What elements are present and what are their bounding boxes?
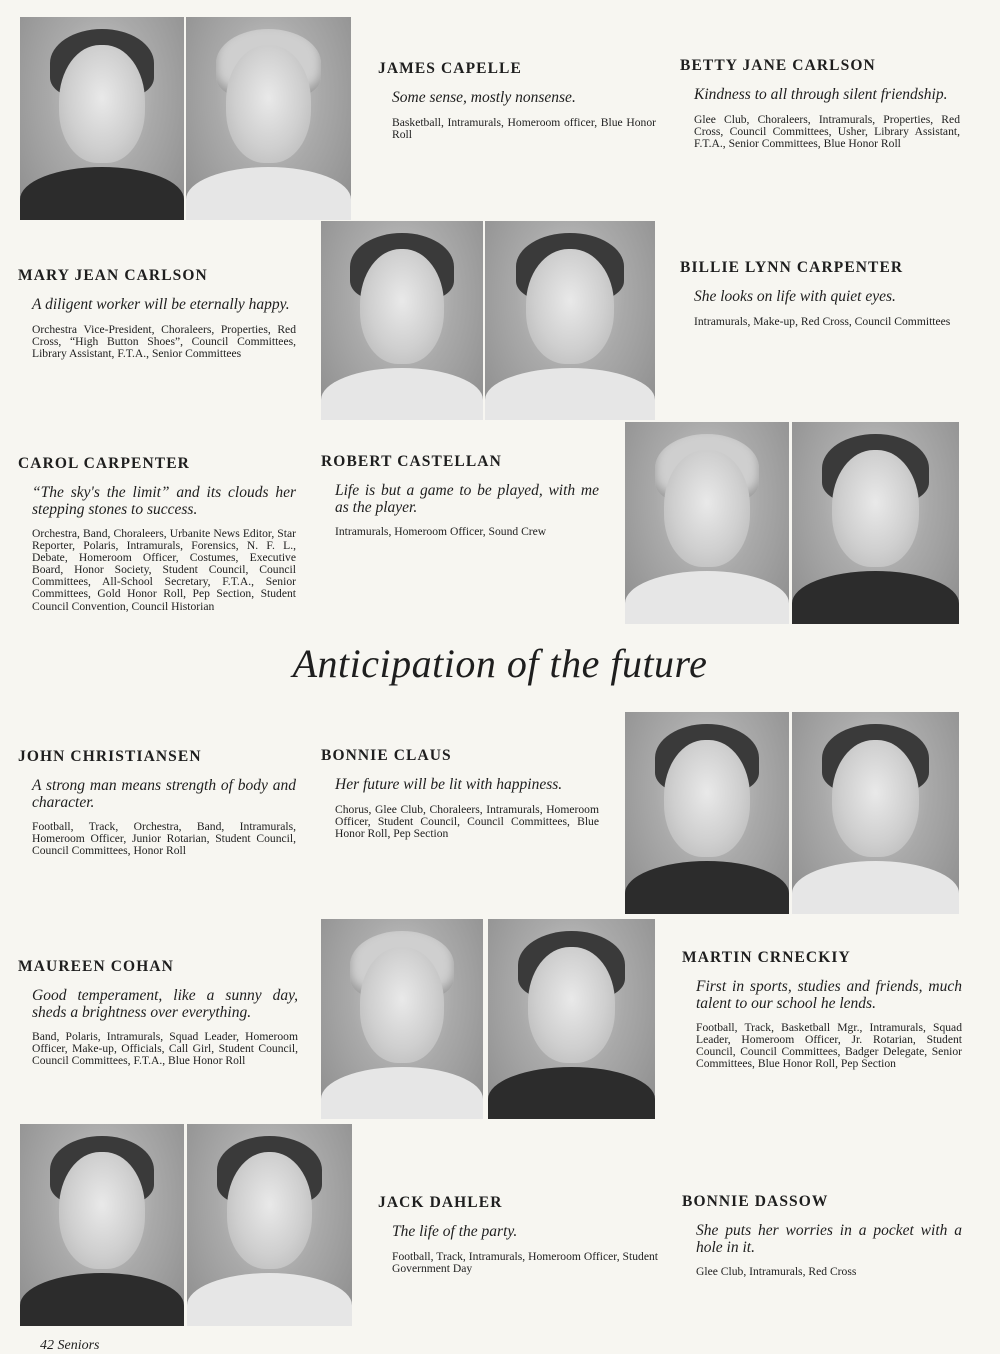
student-quote: Life is but a game to be played, with me as the player.: [335, 482, 599, 516]
student-name: CAROL CARPENTER: [18, 455, 190, 472]
student-entry-james-capelle: [378, 60, 656, 141]
student-activities: Football, Track, Orchestra, Band, Intramurals, Homeroom Officer, Junior Rotarian, Student Council, Council Committees, Honor Roll: [32, 820, 296, 858]
student-name: JAMES CAPELLE: [378, 60, 522, 77]
student-activities: Intramurals, Make-up, Red Cross, Council Committees: [694, 314, 951, 328]
student-entry-betty-jane-carlson: [680, 57, 960, 150]
student-entry-john-christiansen: [18, 748, 296, 857]
student-activities: Intramurals, Homeroom Officer, Sound Crew: [335, 525, 547, 538]
student-quote: She looks on life with quiet eyes.: [694, 288, 896, 305]
student-quote: Some sense, mostly nonsense.: [392, 89, 576, 106]
student-name: BILLIE LYNN CARPENTER: [680, 259, 904, 276]
student-name: BETTY JANE CARLSON: [680, 57, 876, 74]
student-name: BONNIE DASSOW: [682, 1193, 829, 1210]
portrait-photo-bonnie-dassow: [187, 1124, 352, 1326]
portrait-photo-billie-lynn-carpenter: [485, 221, 655, 420]
student-name: JACK DAHLER: [378, 1194, 503, 1211]
student-entry-robert-castellan: [321, 453, 599, 538]
student-activities: Football, Track, Intramurals, Homeroom Officer, Student Government Day: [392, 1249, 658, 1275]
portrait-photo-robert-castellan: [792, 422, 959, 624]
student-activities: Orchestra, Band, Choraleers, Urbanite News Editor, Star Reporter, Polaris, Intramurals, Forensics, N. F. L., Debate, Homeroom Officer, Costumes, Executive Board, Honor Society, Student Council, Council Committees, All-School Secretary, F.T.A., Senior Committees, Gold Honor Roll, Pep Section, Student Council Convention, Council Historian: [32, 527, 296, 613]
student-name: BONNIE CLAUS: [321, 747, 452, 764]
student-entry-billie-lynn-carpenter: [680, 259, 960, 328]
portrait-photo-martin-crneckiy: [488, 919, 655, 1119]
student-entry-martin-crneckiy: [682, 949, 962, 1070]
student-activities: Glee Club, Choraleers, Intramurals, Properties, Red Cross, Council Committees, Usher, Library Assistant, F.T.A., Senior Committees, Blue Honor Roll: [694, 112, 960, 150]
student-quote: Good temperament, like a sunny day, sheds a brightness over everything.: [32, 987, 298, 1021]
student-entry-bonnie-dassow: [682, 1193, 962, 1278]
student-activities: Band, Polaris, Intramurals, Squad Leader, Homeroom Officer, Make-up, Officials, Call Girl, Student Council, Council Committees, F.T.A., Blue Honor Roll: [32, 1030, 298, 1068]
page-heading: Anticipation of the future: [292, 641, 708, 686]
page-footer: 42 Seniors: [40, 1338, 100, 1353]
student-entry-carol-carpenter: [18, 455, 296, 613]
student-name: MAUREEN COHAN: [18, 958, 174, 975]
portrait-photo-john-christiansen: [625, 712, 789, 914]
portrait-photo-maureen-cohan: [321, 919, 483, 1119]
student-name: JOHN CHRISTIANSEN: [18, 748, 202, 765]
student-quote: A strong man means strength of body and character.: [32, 777, 296, 811]
student-entry-mary-jean-carlson: [18, 267, 296, 360]
portrait-photo-carol-carpenter: [625, 422, 789, 624]
student-quote: She puts her worries in a pocket with a hole in it.: [696, 1222, 962, 1256]
student-quote: Her future will be lit with happiness.: [335, 776, 563, 793]
student-activities: Orchestra Vice-President, Choraleers, Properties, Red Cross, “High Button Shoes”, Council Committees, Library Assistant, F.T.A., Senior Committees: [32, 322, 296, 360]
portrait-photo-betty-jane-carlson: [186, 17, 351, 220]
portrait-photo-bonnie-claus: [792, 712, 959, 914]
student-quote: First in sports, studies and friends, much talent to our school he lends.: [696, 978, 962, 1012]
portrait-photo-jack-dahler: [20, 1124, 184, 1326]
student-activities: Glee Club, Intramurals, Red Cross: [696, 1265, 857, 1278]
student-quote: The life of the party.: [392, 1223, 518, 1240]
student-name: ROBERT CASTELLAN: [321, 453, 502, 470]
student-quote: “The sky's the limit” and its clouds her stepping stones to success.: [32, 484, 296, 518]
student-quote: A diligent worker will be eternally happy.: [32, 296, 290, 313]
portrait-photo-james-capelle: [20, 17, 184, 220]
student-activities: Basketball, Intramurals, Homeroom officer, Blue Honor Roll: [392, 115, 656, 141]
student-activities: Chorus, Glee Club, Choraleers, Intramurals, Homeroom Officer, Student Council, Council Committees, Blue Honor Roll, Pep Section: [335, 802, 599, 840]
student-quote: Kindness to all through silent friendship.: [694, 86, 948, 103]
student-entry-bonnie-claus: [321, 747, 599, 840]
student-entry-maureen-cohan: [18, 958, 298, 1067]
student-entry-jack-dahler: [378, 1194, 658, 1275]
portrait-photo-mary-jean-carlson: [321, 221, 483, 420]
student-activities: Football, Track, Basketball Mgr., Intramurals, Squad Leader, Homeroom Officer, Jr. Rotarian, Student Council, Council Committees, Badger Delegate, Senior Committees, Blue Honor Roll, Pep Section: [696, 1021, 962, 1071]
student-name: MARY JEAN CARLSON: [18, 267, 208, 284]
student-name: MARTIN CRNECKIY: [682, 949, 851, 966]
